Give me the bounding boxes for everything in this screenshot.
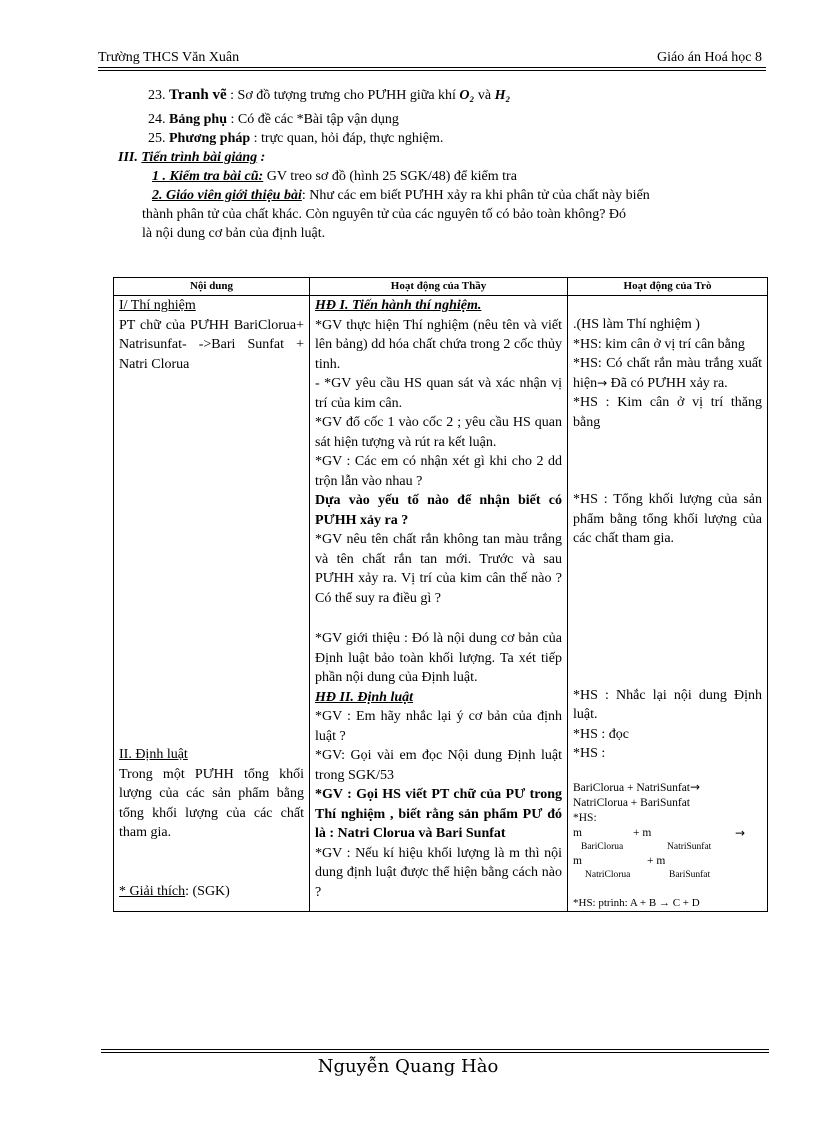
table-row — [114, 296, 768, 912]
student-step: *HS: — [573, 811, 597, 824]
table-header-row — [114, 278, 768, 296]
header-rule-2 — [98, 70, 766, 71]
header-student: Hoạt động của Trò — [568, 278, 768, 296]
arrow-icon: → — [735, 825, 746, 840]
old-lesson-check: 1 . Kiểm tra bài cũ: GV treo sơ đồ (hình 25 SGK/48) để kiểm tra — [152, 169, 517, 184]
arrow-icon: → — [597, 375, 608, 390]
section-3-heading: III. Tiến trình bài giảng : — [118, 150, 266, 165]
lesson-intro: 2. Giáo viên giới thiệu bài: Như các em biết PƯHH xảy ra khi phân tử của chất này biến — [152, 188, 650, 203]
teacher-step: *GV : Các em có nhận xét gì khi cho 2 dd trộn lẫn vào nhau ? — [315, 454, 562, 489]
student-step: *HS : Tổng khối lượng của sản phẩm bằng tổng khối lượng của các chất tham gia. — [573, 492, 762, 546]
teacher-question: Dựa vào yếu tố nào để nhận biết có PƯHH xảy ra ? — [315, 493, 562, 528]
arrow-icon: → — [690, 779, 701, 794]
student-step: *HS: kim cân ở vị trí cân bằng — [573, 336, 745, 352]
header-content: Nội dung — [114, 278, 310, 296]
experiment-title: I/ Thí nghiệm — [119, 298, 196, 313]
teacher-step: *GV : Gọi HS viết PT chữ của PƯ trong Thí nghiệm , biết rằng sản phẩm PƯ đó là : Natri Clorua và Bari Sunfat — [315, 787, 562, 841]
lesson-intro-line3: là nội dung cơ bản của định luật. — [142, 226, 326, 241]
teacher-column — [310, 296, 568, 912]
footer-rule-2 — [101, 1052, 769, 1053]
mass-subscripts-line2: NatriClorua BariSunfat — [585, 869, 711, 880]
item-24: 24. Bảng phụ : Có đề các *Bài tập vận dụng — [148, 112, 399, 127]
mass-subscripts-line1: BariClorua NatriSunfat — [581, 841, 712, 852]
teacher-step: *GV: Gọi vài em đọc Nội dung Định luật trong SGK/53 — [315, 748, 562, 783]
item-23: 23. Tranh vẽ : Sơ đồ tượng trưng cho PƯHH giữa khí O₂ và H₂ — [148, 87, 511, 103]
general-equation: *HS: ptrình: A + B → C + D — [573, 896, 700, 909]
student-step: *HS : — [573, 746, 606, 761]
activity-2-title: HĐ II. Định luật — [315, 689, 414, 705]
student-step: .(HS làm Thí nghiệm ) — [573, 317, 700, 332]
teacher-step: *GV nêu tên chất rắn không tan màu trắng và tên chất rắn tan mới. Trước và sau PƯHH xảy ra. Vị trí của kim cân thế nào ? Có thể suy ra điều gì ? — [315, 532, 562, 606]
intro-section — [96, 86, 776, 243]
student-step: *HS : Nhắc lại nội dung Định luật. — [573, 687, 762, 722]
lesson-intro-line2: thành phân tử của chất khác. Còn nguyên tử của các nguyên tố có bảo toàn không? Đó — [142, 207, 627, 222]
item-25: 25. Phương pháp : trực quan, hỏi đáp, thực nghiệm. — [148, 131, 444, 146]
teacher-step: *GV : Nếu kí hiệu khối lượng là m thì nội dung định luật được thể hiện bằng cách nào ? — [315, 845, 562, 900]
school-name: Trường THCS Văn Xuân — [98, 50, 240, 65]
student-step: *HS : Kim cân ở vị trí thăng bằng — [573, 395, 762, 430]
teacher-step: *GV thực hiện Thí nghiệm (nêu tên và viết lên bảng) dd hóa chất chứa trong 2 cốc thủy tinh. — [315, 317, 562, 372]
teacher-step: *GV đổ cốc 1 vào cốc 2 ; yêu cầu HS quan sát hiện tượng và rút ra kết luận. — [315, 415, 562, 450]
content-column — [114, 296, 310, 912]
experiment-equation: PT chữ của PƯHH BariClorua+ Natrisunfat- ->Bari Sunfat + Natri Clorua — [119, 317, 304, 372]
law-title: II. Định luật — [119, 747, 188, 762]
teacher-step: - *GV yêu cầu HS quan sát và xác nhận vị trí của kim cân. — [315, 376, 562, 411]
student-column — [568, 296, 768, 912]
subject-title: Giáo án Hoá học 8 — [657, 50, 762, 65]
law-statement: Trong một PƯHH tổng khối lượng của các sản phẩm bằng tổng khối lượng của các chất tham gia. — [119, 766, 304, 840]
mass-equation-line2: m + m — [573, 854, 666, 867]
lesson-table — [113, 277, 768, 912]
author-name: Nguyễn Quang Hào — [317, 1056, 499, 1077]
word-equation-products: NatriClorua + BariSunfat — [573, 796, 690, 809]
student-step: *HS : đọc — [573, 726, 629, 742]
student-step: *HS: Có chất rắn màu trắng xuất hiện→ Đã có PƯHH xảy ra. — [573, 356, 762, 391]
teacher-step: *GV giới thiệu : Đó là nội dung cơ bản của Định luật bảo toàn khối lượng. Ta xét tiếp phần nội dung của Định luật. — [315, 631, 562, 685]
mass-equation-line1: m + m → — [573, 825, 746, 840]
header-rule — [98, 67, 766, 68]
page-header — [98, 50, 766, 68]
footer-rule — [101, 1049, 769, 1050]
header-teacher: Hoạt động của Thầy — [310, 278, 568, 296]
teacher-step: *GV : Em hãy nhắc lại ý cơ bản của định luật ? — [315, 709, 562, 744]
activity-1-title: HĐ I. Tiến hành thí nghiệm. — [315, 298, 482, 313]
explanation: * Giải thích: (SGK) — [119, 883, 230, 899]
word-equation: BariClorua + NatriSunfat→ — [573, 779, 701, 794]
